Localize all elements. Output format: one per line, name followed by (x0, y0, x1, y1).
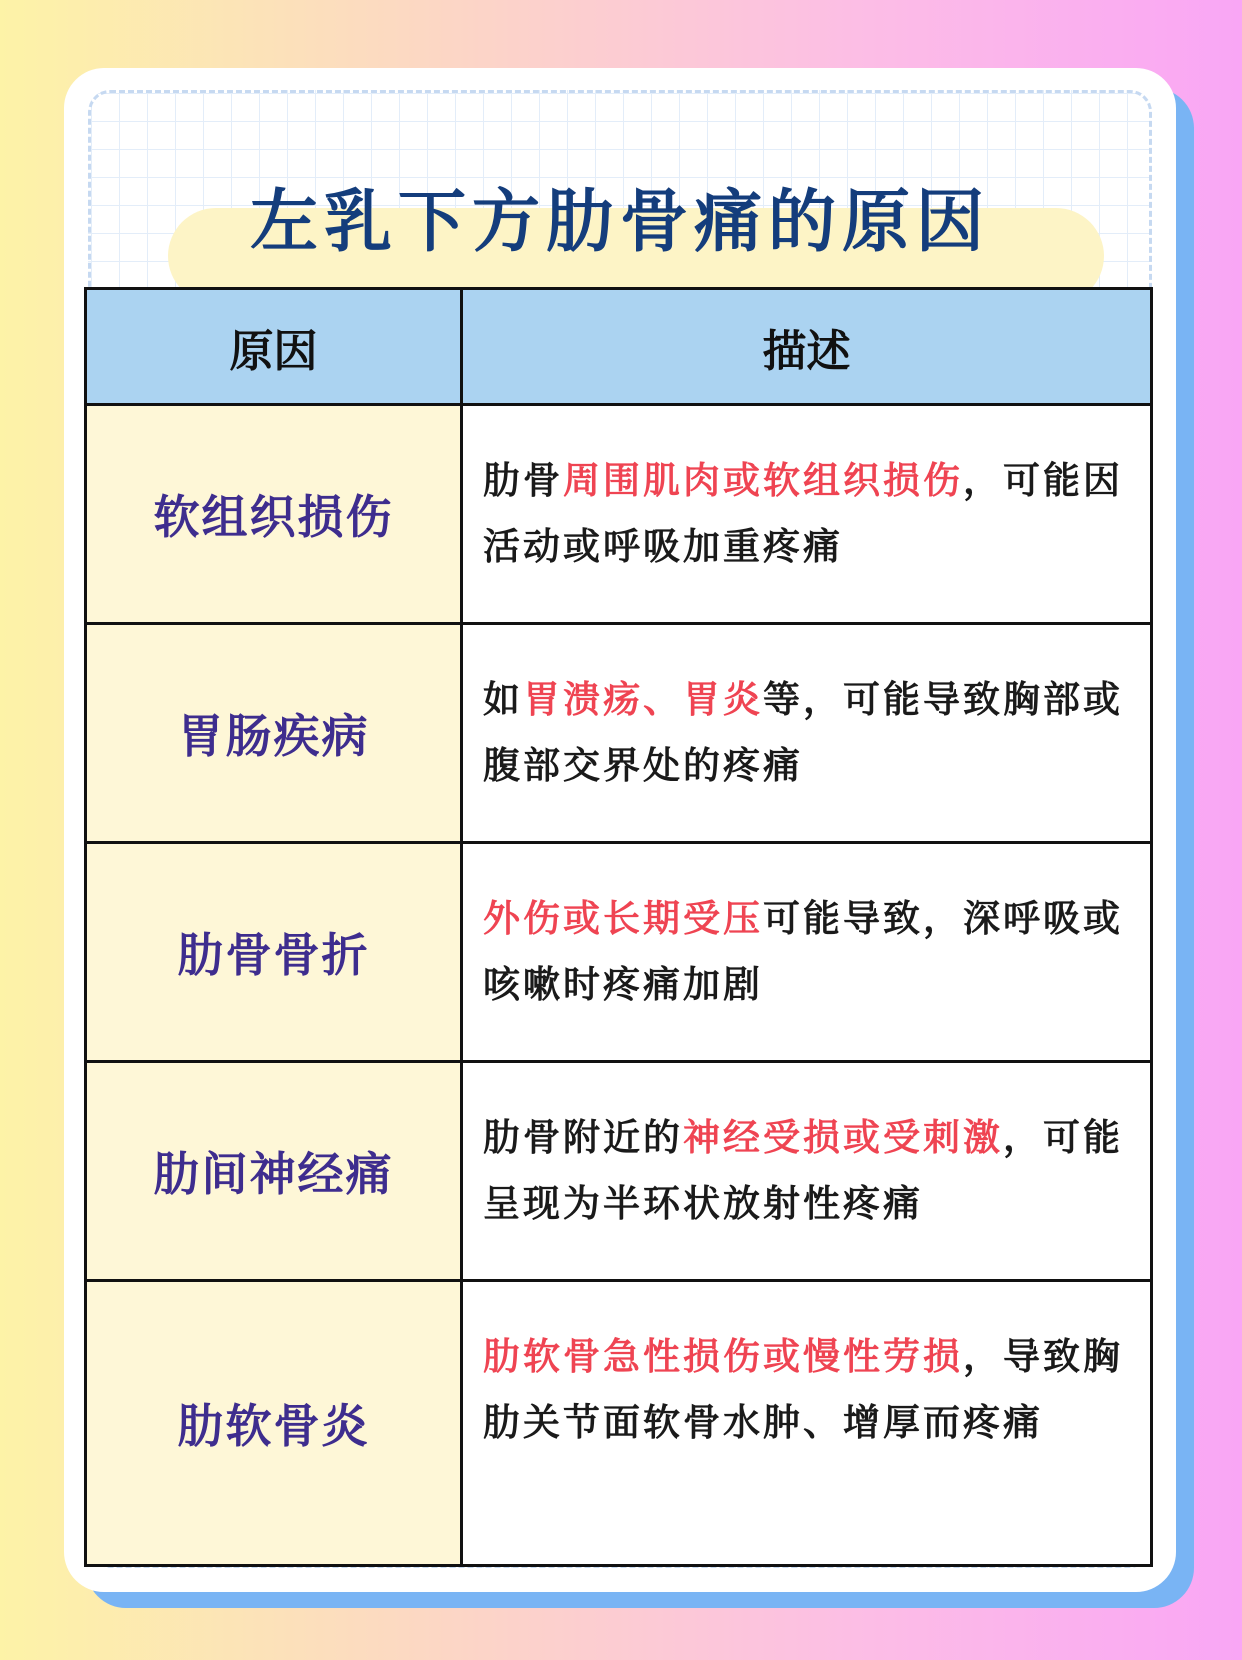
desc-highlight: 肋软骨急性损伤或慢性劳损 (483, 1335, 963, 1378)
desc-text: ，可能因活动或呼吸加重疼痛 (483, 459, 1123, 568)
description-cell (462, 1281, 1152, 1566)
desc-text: 等，可能导致胸部或腹部交界处的疼痛 (483, 678, 1123, 787)
desc-highlight: 胃溃疡、胃炎 (523, 678, 763, 721)
desc-highlight: 神经受损或受刺激 (683, 1116, 1003, 1159)
cause-cell: 胃肠疾病 (86, 624, 462, 843)
cause-cell: 肋软骨炎 (86, 1281, 462, 1566)
cause-cell: 肋间神经痛 (86, 1062, 462, 1281)
header-description: 描述 (462, 289, 1152, 405)
desc-text: 肋骨 (483, 459, 563, 502)
desc-highlight: 外伤或长期受压 (483, 897, 763, 940)
description-cell (462, 843, 1152, 1062)
causes-table (84, 287, 1153, 1567)
table-row (86, 1281, 1152, 1566)
desc-text: ，可能呈现为半环状放射性疼痛 (483, 1116, 1123, 1225)
description-cell (462, 1062, 1152, 1281)
content-card (64, 68, 1176, 1592)
desc-text: ，导致胸肋关节面软骨水肿、增厚而疼痛 (483, 1335, 1123, 1444)
page-title: 左乳下方肋骨痛的原因 (249, 183, 990, 262)
table-row (86, 405, 1152, 624)
table-header-row (86, 289, 1152, 405)
table-row (86, 1062, 1152, 1281)
cause-cell: 肋骨骨折 (86, 843, 462, 1062)
cause-cell: 软组织损伤 (86, 405, 462, 624)
desc-text: 如 (483, 678, 523, 721)
table-row (86, 843, 1152, 1062)
description-cell (462, 624, 1152, 843)
description-cell (462, 405, 1152, 624)
header-cause: 原因 (86, 289, 462, 405)
desc-text: 可能导致，深呼吸或咳嗽时疼痛加剧 (483, 897, 1123, 1006)
desc-highlight: 周围肌肉或软组织损伤 (563, 459, 963, 502)
table-row (86, 624, 1152, 843)
desc-text: 肋骨附近的 (483, 1116, 683, 1159)
